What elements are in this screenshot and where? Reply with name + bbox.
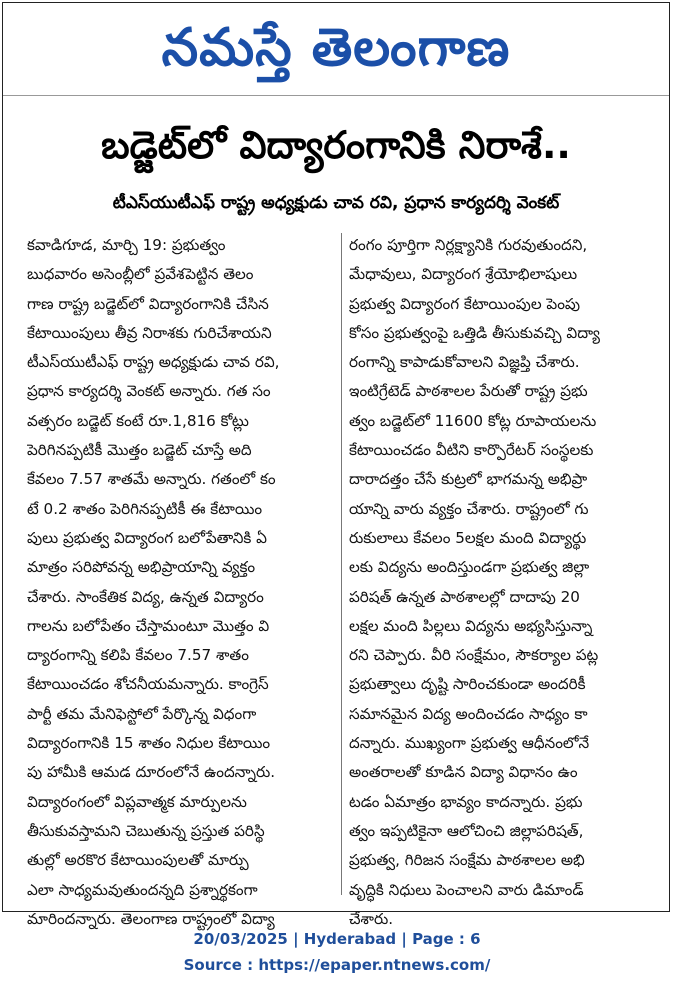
footer-source-line: Source : https://epaper.ntnews.com/ — [183, 956, 491, 974]
article-line: కేవలం 7.57 శాతమే అన్నారు. గతంలో కం — [27, 470, 276, 489]
article-subheadline: టీఎస్‌యుటీఎఫ్ రాష్ట్ర అధ్యక్షుడు చావ రవి, ప్రధాన కార్యదర్శి వెంకట్ — [112, 193, 560, 213]
article-line: బుధవారం అసెంబ్లీలో ప్రవేశపెట్టిన తెలం — [27, 265, 254, 284]
newspaper-masthead: నమస్తే తెలంగాణ — [161, 18, 511, 78]
article-line: ఇంటిగ్రేటెడ్ పాఠశాలల పేరుతో రాష్ట్ర ప్రభు — [349, 382, 588, 401]
article-line: అంతరాలతో కూడిన విద్యా విధానం ఉం — [349, 763, 578, 782]
article-line: దన్నారు. ముఖ్యంగా ప్రభుత్వ ఆధీనంలోనే — [349, 734, 590, 753]
newspaper-clipping — [2, 2, 670, 928]
article-line: ప్రభుత్వ విద్యారంగ కేటాయింపుల పెంపు — [349, 294, 581, 313]
article-line: కేటాయించడం వీటిని కార్పొరేటర్ సంస్థలకు — [349, 441, 594, 460]
masthead-divider — [3, 95, 669, 96]
article-line: రని చెప్పారు. వీరి సంక్షేమం, సౌకర్యాల పట్ల — [349, 646, 599, 665]
article-line: ఎలా సాధ్యమవుతుందన్నది ప్రశ్నార్థకంగా — [27, 880, 258, 899]
article-line: రంగాన్ని కాపాడుకోవాలని విజ్ఞప్తి చేశారు. — [349, 353, 580, 372]
article-line: పు హామీకి ఆమడ దూరంలోనే ఉందన్నారు. — [27, 763, 276, 782]
article-line: టడం ఏమాత్రం భావ్యం కాదన్నారు. ప్రభు — [349, 792, 583, 811]
article-line: ప్రభుత్వ, గిరిజన సంక్షేమ పాఠశాలల అభి — [349, 851, 585, 870]
article-line: విద్యారంగానికి 15 శాతం నిధుల కేటాయిం — [27, 734, 271, 753]
article-line: లక్షల మంది పిల్లలు విద్యను అభ్యసిస్తున్నా — [349, 616, 593, 635]
article-line: రంగం పూర్తిగా నిర్లక్ష్యానికి గురవుతుందని, — [349, 236, 588, 254]
article-line: ద్యారంగాన్ని కలిపి కేవలం 7.57 శాతం — [27, 646, 249, 665]
article-line: మారిందన్నారు. తెలంగాణ రాష్ట్రంలో విద్యా — [27, 909, 275, 928]
article-headline: బడ్జెట్‌లో విద్యారంగానికి నిరాశే.. — [101, 123, 571, 167]
article-line: వృద్ధికి నిధులు పెంచాలని వారు డిమాండ్ — [349, 880, 584, 899]
column-divider — [341, 233, 342, 895]
article-line: యాన్ని వారు వ్యక్తం చేశారు. రాష్ట్రంలో గు — [349, 499, 589, 518]
article-line: తుల్లో అరకొర కేటాయింపులతో మార్పు — [27, 851, 249, 870]
article-line: కోసం ప్రభుత్వంపై ఒత్తిడి తీసుకువచ్చి విద్యా — [349, 323, 600, 342]
article-line: గాణ రాష్ట్ర బడ్జెట్‌లో విద్యారంగానికి చేసిన — [27, 294, 269, 313]
article-line: రుకులాలు కేవలం 5లక్షల మంది విద్యార్థు — [349, 528, 587, 547]
article-line: త్వం ఇప్పటికైనా ఆలోచించి జిల్లాపరిషత్, — [349, 821, 584, 840]
footer-date-line: 20/03/2025 | Hyderabad | Page : 6 — [193, 930, 481, 948]
article-line: కేటాయించడం శోచనీయమన్నారు. కాంగ్రెస్ — [27, 675, 269, 694]
article-line: పార్టీ తమ మేనిఫెస్టోలో పేర్కొన్న విధంగా — [27, 704, 257, 723]
article-column-left — [27, 231, 333, 934]
article-line: పరిషత్ ఉన్నత పాఠశాలల్లో దాదాపు 20 — [349, 587, 580, 606]
article-line: కేటాయింపులు తీవ్ర నిరాశకు గురిచేశాయని — [27, 323, 272, 342]
article-line: మేధావులు, విద్యారంగ శ్రేయోభిలాషులు — [349, 265, 578, 284]
article-line: వత్సరం బడ్జెట్ కంటే రూ.1,816 కోట్లు — [27, 411, 249, 430]
article-line: లకు విద్యను అందిస్తుండగా ప్రభుత్వ జిల్లా — [349, 558, 590, 577]
article-line: చేశారు. — [349, 909, 394, 928]
article-line: గాలను బలోపేతం చేస్తామంటూ మొత్తం వి — [27, 616, 270, 635]
article-column-right — [349, 231, 661, 934]
article-line: త్వం బడ్జెట్‌లో 11600 కోట్ల రూపాయలను — [349, 411, 597, 430]
article-line: మాత్రం సరిపోవన్న అభిప్రాయాన్ని వ్యక్తం — [27, 558, 256, 577]
article-line: తీసుకువస్తామని చెబుతున్న ప్రస్తుత పరిస్థి — [27, 821, 265, 840]
article-line: దారాదత్తం చేసే కుట్రలో భాగమన్న అభిప్రా — [349, 470, 588, 489]
article-line: విద్యారంగంలో విప్లవాత్మక మార్పులను — [27, 792, 247, 811]
article-line: చేశారు. సాంకేతిక విద్య, ఉన్నత విద్యారం — [27, 587, 264, 606]
article-line: ప్రధాన కార్యదర్శి వెంకట్ అన్నారు. గత సం — [27, 382, 271, 401]
article-line: టీఎస్‌యుటీఎఫ్ రాష్ట్ర అధ్యక్షుడు చావ రవి, — [27, 353, 280, 372]
article-line: ప్రభుత్వాలు దృష్టి సారించకుండా అందరికీ — [349, 675, 586, 694]
article-line: పులు ప్రభుత్వ విద్యారంగ బలోపేతానికి ఏ — [27, 528, 267, 547]
article-line: సమానమైన విద్య అందించడం సాధ్యం కా — [349, 704, 588, 723]
article-line: కవాడిగూడ, మార్చి 19: ప్రభుత్వం — [27, 236, 226, 254]
article-line: టే 0.2 శాతం పెరిగినప్పటికీ ఈ కేటాయిం — [27, 499, 263, 518]
article-line: పెరిగినప్పటికీ మొత్తం బడ్జెట్ చూస్తే అది — [27, 441, 252, 460]
